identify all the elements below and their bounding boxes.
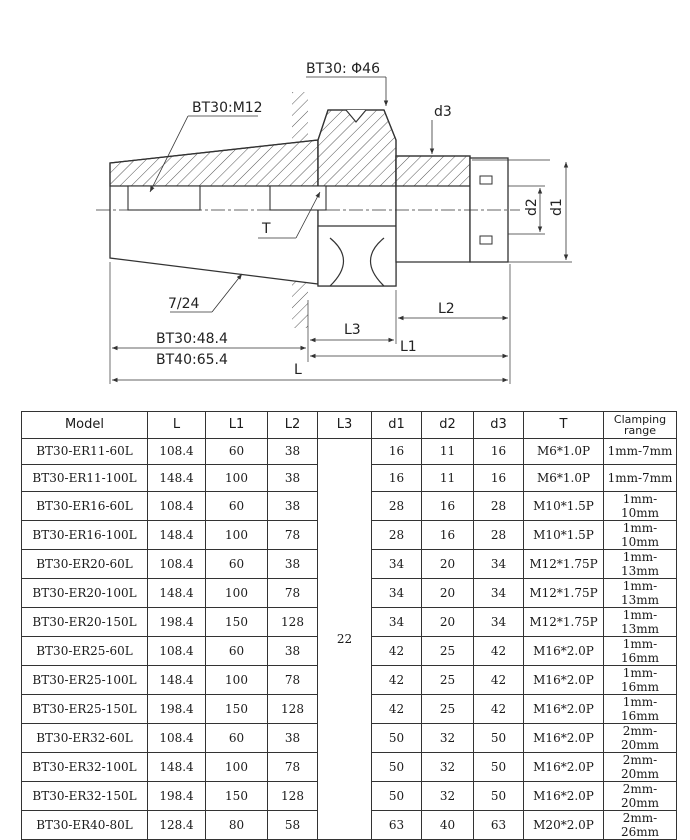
cell-d2: 25: [422, 665, 474, 694]
cell-d1: 42: [372, 694, 422, 723]
cell-L1: 100: [206, 465, 268, 492]
label-d2: d2: [524, 198, 540, 216]
cell-T: M20*2.0P: [524, 810, 604, 839]
cell-L2: 78: [268, 665, 318, 694]
cell-T: M16*2.0P: [524, 723, 604, 752]
label-d1: d1: [549, 198, 565, 216]
cell-L: 148.4: [148, 465, 206, 492]
cell-T: M12*1.75P: [524, 607, 604, 636]
flange-lower-ring: [318, 226, 396, 286]
label-flange-diameter: BT30: Φ46: [306, 61, 380, 77]
table-header-row: [22, 412, 677, 439]
cell-d3: 50: [474, 723, 524, 752]
cell-model: BT30-ER32-60L: [22, 723, 148, 752]
cell-d3: 42: [474, 694, 524, 723]
cell-L2: 78: [268, 520, 318, 549]
label-T: T: [262, 221, 271, 237]
cell-d1: 50: [372, 723, 422, 752]
cell-L: 198.4: [148, 781, 206, 810]
cell-model: BT30-ER11-100L: [22, 465, 148, 492]
cell-L1: 60: [206, 723, 268, 752]
cell-L2: 38: [268, 465, 318, 492]
label-bt30-length: BT30:48.4: [156, 331, 228, 347]
cell-d3: 34: [474, 549, 524, 578]
cell-L1: 80: [206, 810, 268, 839]
cell-L2: 38: [268, 636, 318, 665]
cell-L: 128.4: [148, 810, 206, 839]
cell-d3: 42: [474, 665, 524, 694]
cell-d3: 28: [474, 520, 524, 549]
cell-d2: 16: [422, 491, 474, 520]
cell-T: M6*1.0P: [524, 465, 604, 492]
taper-hatch: [110, 140, 318, 186]
cell-model: BT30-ER32-100L: [22, 752, 148, 781]
cell-d1: 63: [372, 810, 422, 839]
cell-clamping-range: 1mm-16mm: [604, 665, 677, 694]
cell-d2: 20: [422, 607, 474, 636]
label-d3: d3: [434, 104, 452, 120]
cell-T: M12*1.75P: [524, 578, 604, 607]
cell-T: M6*1.0P: [524, 438, 604, 465]
cell-d3: 34: [474, 578, 524, 607]
col-header-clamping-range: [604, 412, 677, 439]
col-header-model: Model: [22, 412, 148, 439]
cell-L1: 150: [206, 781, 268, 810]
col-header-T: T: [524, 412, 604, 439]
label-L1: L1: [400, 339, 417, 355]
cell-L2: 128: [268, 607, 318, 636]
label-L3: L3: [344, 322, 361, 338]
cell-model: BT30-ER25-150L: [22, 694, 148, 723]
cell-T: M12*1.75P: [524, 549, 604, 578]
cell-d2: 40: [422, 810, 474, 839]
cell-d2: 20: [422, 549, 474, 578]
cell-T: M16*2.0P: [524, 694, 604, 723]
cell-clamping-range: 1mm-13mm: [604, 578, 677, 607]
cell-L1: 100: [206, 520, 268, 549]
cell-L: 108.4: [148, 549, 206, 578]
cell-L2: 78: [268, 752, 318, 781]
cell-clamping-range: 1mm-13mm: [604, 549, 677, 578]
collet-slot-bottom: [480, 236, 492, 244]
label-L: L: [294, 362, 302, 378]
cell-T: M10*1.5P: [524, 491, 604, 520]
cell-d1: 16: [372, 438, 422, 465]
cell-d3: 16: [474, 438, 524, 465]
cell-d2: 32: [422, 781, 474, 810]
col-header-d3: d3: [474, 412, 524, 439]
cell-clamping-range: 2mm-20mm: [604, 752, 677, 781]
cell-T: M10*1.5P: [524, 520, 604, 549]
cell-clamping-range: 1mm-13mm: [604, 607, 677, 636]
cell-d2: 25: [422, 694, 474, 723]
cell-clamping-range: 1mm-10mm: [604, 491, 677, 520]
cell-clamping-range: 1mm-16mm: [604, 694, 677, 723]
cell-L2: 128: [268, 781, 318, 810]
cell-L: 198.4: [148, 607, 206, 636]
thread-bore: [128, 186, 200, 210]
cell-d1: 34: [372, 578, 422, 607]
cell-L1: 60: [206, 438, 268, 465]
cell-L1: 60: [206, 636, 268, 665]
col-header-L: L: [148, 412, 206, 439]
cell-L1: 100: [206, 752, 268, 781]
cell-d3: 28: [474, 491, 524, 520]
cell-L1: 60: [206, 549, 268, 578]
cell-model: BT30-ER20-100L: [22, 578, 148, 607]
cell-T: M16*2.0P: [524, 636, 604, 665]
cell-L2: 78: [268, 578, 318, 607]
inner-bore: [270, 186, 326, 210]
col-header-L1: L1: [206, 412, 268, 439]
cell-d1: 28: [372, 491, 422, 520]
cell-d2: 32: [422, 752, 474, 781]
cell-model: BT30-ER11-60L: [22, 438, 148, 465]
cell-clamping-range: 1mm-7mm: [604, 438, 677, 465]
cell-clamping-range: 1mm-7mm: [604, 465, 677, 492]
cell-clamping-range: 2mm-20mm: [604, 781, 677, 810]
cell-clamping-range: 2mm-26mm: [604, 810, 677, 839]
cell-L: 108.4: [148, 636, 206, 665]
cell-d3: 34: [474, 607, 524, 636]
cell-d3: 42: [474, 636, 524, 665]
label-bt40-length: BT40:65.4: [156, 352, 228, 368]
cell-T: M16*2.0P: [524, 781, 604, 810]
cell-T: M16*2.0P: [524, 665, 604, 694]
body-hatch: [396, 156, 470, 186]
cell-model: BT30-ER16-60L: [22, 491, 148, 520]
col-header-L2: L2: [268, 412, 318, 439]
cell-d1: 16: [372, 465, 422, 492]
cell-d2: 25: [422, 636, 474, 665]
cell-L2: 38: [268, 438, 318, 465]
collet-slot-top: [480, 176, 492, 184]
cell-d2: 11: [422, 438, 474, 465]
cell-model: BT30-ER25-100L: [22, 665, 148, 694]
cell-L: 198.4: [148, 694, 206, 723]
cell-d1: 34: [372, 549, 422, 578]
cell-L: 148.4: [148, 578, 206, 607]
cell-L2: 38: [268, 491, 318, 520]
cell-d1: 28: [372, 520, 422, 549]
cell-L3: 22: [318, 438, 372, 839]
cell-L1: 150: [206, 607, 268, 636]
cell-clamping-range: 1mm-10mm: [604, 520, 677, 549]
cell-L1: 60: [206, 491, 268, 520]
cell-model: BT30-ER40-80L: [22, 810, 148, 839]
cell-L: 148.4: [148, 665, 206, 694]
cell-clamping-range: 1mm-16mm: [604, 636, 677, 665]
label-L2: L2: [438, 301, 455, 317]
cell-T: M16*2.0P: [524, 752, 604, 781]
cell-d1: 34: [372, 607, 422, 636]
cell-L: 148.4: [148, 752, 206, 781]
cell-L1: 100: [206, 665, 268, 694]
cell-L: 148.4: [148, 520, 206, 549]
taper-leader: [212, 274, 242, 312]
cell-d2: 11: [422, 465, 474, 492]
spec-table: [21, 411, 677, 840]
cell-d2: 32: [422, 723, 474, 752]
col-header-L3: L3: [318, 412, 372, 439]
table-body: [22, 438, 677, 839]
cell-L2: 58: [268, 810, 318, 839]
cell-L: 108.4: [148, 438, 206, 465]
col-header-d1: d1: [372, 412, 422, 439]
table-row: [22, 438, 677, 465]
cell-L1: 100: [206, 578, 268, 607]
cell-d1: 50: [372, 752, 422, 781]
label-thread: BT30:M12: [192, 100, 263, 116]
cell-d3: 16: [474, 465, 524, 492]
cell-d1: 50: [372, 781, 422, 810]
cell-d2: 20: [422, 578, 474, 607]
cell-L: 108.4: [148, 723, 206, 752]
cell-d3: 63: [474, 810, 524, 839]
label-taper: 7/24: [168, 296, 200, 312]
col-header-d2: d2: [422, 412, 474, 439]
cell-model: BT30-ER20-150L: [22, 607, 148, 636]
cell-model: BT30-ER20-60L: [22, 549, 148, 578]
cell-L2: 38: [268, 549, 318, 578]
clamping-line-1: Clamping: [613, 412, 667, 426]
cell-d3: 50: [474, 752, 524, 781]
cell-L1: 150: [206, 694, 268, 723]
cell-model: BT30-ER32-150L: [22, 781, 148, 810]
tool-holder-drawing: [0, 0, 690, 405]
cell-d3: 50: [474, 781, 524, 810]
cell-clamping-range: 2mm-20mm: [604, 723, 677, 752]
cell-model: BT30-ER16-100L: [22, 520, 148, 549]
cell-d1: 42: [372, 636, 422, 665]
cell-d2: 16: [422, 520, 474, 549]
cell-d1: 42: [372, 665, 422, 694]
cell-L2: 128: [268, 694, 318, 723]
cell-L2: 38: [268, 723, 318, 752]
cell-L: 108.4: [148, 491, 206, 520]
cell-model: BT30-ER25-60L: [22, 636, 148, 665]
clamping-line-2: range: [624, 423, 656, 437]
